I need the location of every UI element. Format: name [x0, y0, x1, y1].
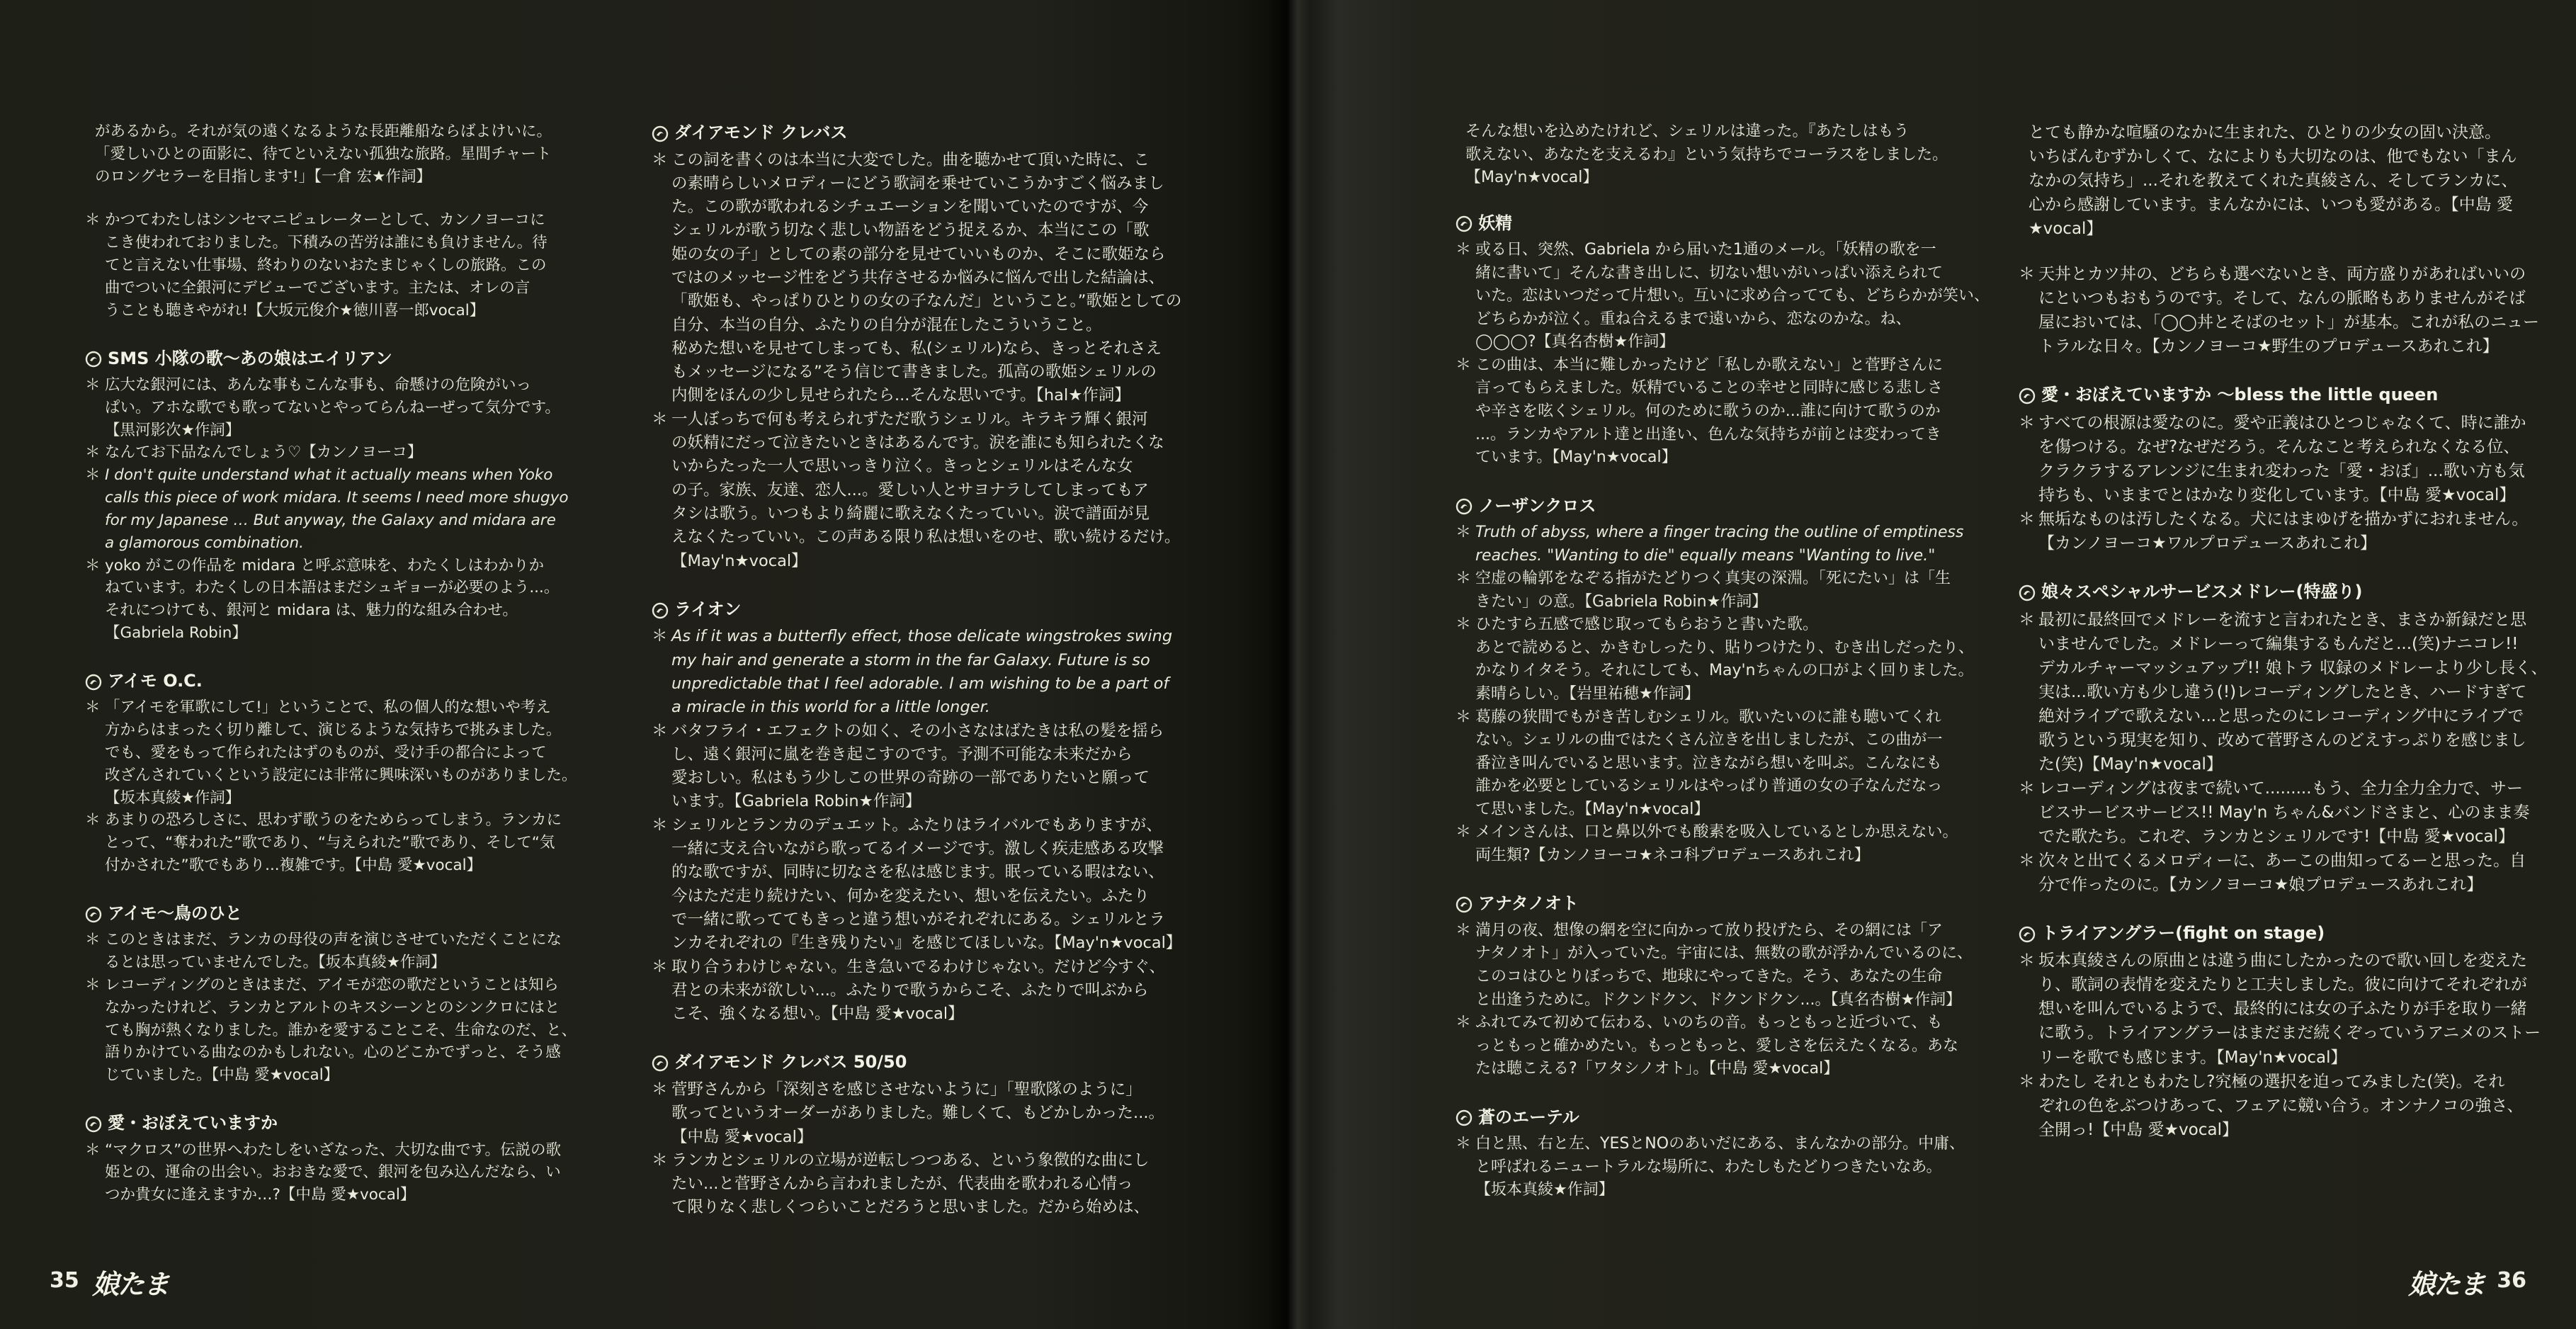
text-line: た(笑)【May'n★vocal】 — [2038, 754, 2223, 774]
text-line: 的な歌ですが、同時に切なさを私は感じます。眠っている暇はない、 — [671, 863, 1164, 882]
text-line: いからたった一人で思いっきり泣く。きっとシェリルはそんな女 — [671, 457, 1133, 476]
column-4 — [2019, 120, 2564, 1166]
text-line: きたい」の意。【Gabriela Robin★作詞】 — [1475, 592, 1768, 611]
comment-item — [652, 814, 1197, 956]
text-line: とても静かな喧騒のなかに生まれた、ひとりの少女の固い決意。 — [2029, 123, 2501, 142]
text-line: にといつもおもうのです。そして、なんの脈略もありませんがそば — [2038, 289, 2526, 308]
text-line: の子。家族、友達、恋人...。愛しい人とサヨナラしてしまってもア — [671, 480, 1149, 499]
song-title: ノーザンクロス — [1478, 495, 1596, 516]
text-line: ＊ かつてわたしはシンセマニピュレーターとして、カンノヨーコに — [105, 211, 545, 230]
song-title: 愛・おぼえていますか — [108, 1112, 278, 1133]
text-line: トラルな日々。【カンノヨーコ★野生のプロデュースあれこれ】 — [2038, 337, 2499, 356]
text-line: と出逢うために。ドクンドクン、ドクンドクン...。【真名杏樹★作詞】 — [1475, 990, 1962, 1009]
song-title: アナタノオト — [1478, 893, 1579, 914]
text-line: に歌う。トライアングラーはまだまだ続くぞっていうアニメのストー — [2038, 1024, 2541, 1043]
comment-item — [2019, 507, 2564, 555]
text-line: 語りかけている曲なのかもしれない。心のどこかでずっと、そう感 — [105, 1044, 561, 1062]
text-line: て思いました。【May'n★vocal】 — [1475, 800, 1710, 818]
text-line: ＊ この曲は、本当に難しかったけど「私しか歌えない」と菅野さんに — [1475, 356, 1944, 374]
text-line: ＊ 「アイモを軍歌にして!」ということで、私の個人的な想いや考え — [105, 699, 551, 717]
text-line: 歌うという現実を知り、改めて菅野さんのどえすっぷりを感じまし — [2038, 730, 2526, 750]
text-line: 緒に書いて」そんな書き出しに、切ない想いがいっぱい添えられて — [1475, 264, 1944, 282]
text-line: 姫の女の子」としての素の部分を見せていいものか、そこに歌姫なら — [671, 244, 1166, 264]
text-line: つか貴女に逢えますか…?【中島 愛★vocal】 — [105, 1186, 416, 1204]
song-title: 愛・おぼえていますか 〜bless the little queen — [2041, 385, 2439, 405]
song-section — [85, 901, 630, 1087]
text-line: 【坂本真綾★作詞】 — [105, 788, 241, 807]
song-heading — [1456, 1105, 2001, 1131]
text-line: たい...と菅野さんから言われましたが、代表曲を歌われる心情っ — [671, 1175, 1133, 1194]
text-line: ナタノオト」が入っていた。宇宙には、無数の歌が浮かんでいるのに、 — [1475, 944, 1973, 963]
text-line: り、歌詞の表情を変えたりと工夫しました。彼に向けてそれぞれが — [2038, 975, 2527, 995]
text-line: ぱい。アホな歌でも歌ってないとやってらんねーぜって気分です。 — [105, 398, 560, 417]
text-line: 【May'n★vocal】 — [671, 551, 807, 570]
text-line: ...。ランカやアルト達と出逢い、色んな気持ちが前とは変わってき — [1475, 425, 1941, 443]
text-line: ない。シェリルの曲ではたくさん泣きを出しましたが、この曲が一 — [1475, 731, 1943, 750]
text-line: 内側をほんの少し見せられたら...そんな思いです。【hal★作詞】 — [671, 386, 1130, 405]
text-line: の素晴らしいメロディーにどう歌詞を乗せていこうかすごく悩みまし — [671, 174, 1164, 193]
text-line: いちばんむずかしくて、なによりも大切なのは、他でもない「まん — [2029, 147, 2517, 166]
text-line: 番泣き叫んでいると思います。泣きながら想いを叫ぶ。こんなにも — [1475, 754, 1942, 772]
text-line: 両生類?【カンノヨーコ★ネコ科プロデュースあれこれ】 — [1475, 846, 1870, 864]
comment-item — [652, 408, 1197, 573]
text-line: クラクラするアレンジに生まれ変わった「愛・おぼ」...歌い方も気 — [2038, 461, 2525, 480]
column-1 — [85, 120, 630, 1231]
text-line: デカルチャーマッシュアップ!! 娘トラ 収録のメドレーより少し長く、 — [2038, 658, 2548, 677]
text-line: a miracle in this world for a little longer. — [671, 698, 990, 717]
swirl-bullet-icon — [1456, 1109, 1473, 1126]
swirl-bullet-icon — [85, 350, 102, 367]
text-line: いませんでした。メドレーって編集するもんだと...(笑)ナニコレ!! — [2038, 634, 2519, 653]
text-line: my hair and generate a storm in the far Galaxy. Future is so — [671, 650, 1150, 669]
text-line: こき使われておりました。下積みの苦労は誰にも負けません。待 — [105, 234, 547, 252]
swirl-bullet-icon — [85, 905, 102, 922]
text-line: っともっと確かめたい。もっともっと、愛しさを伝えたくなる。あな — [1475, 1036, 1959, 1055]
song-heading — [85, 346, 630, 372]
comment-item — [1456, 706, 2001, 822]
text-line: 全開っ!【中島 愛★vocal】 — [2038, 1120, 2238, 1139]
text-line: ＊ 空虚の輪郭をなぞる指がたどりつく真実の深淵。「死にたい」は「生 — [1475, 570, 1951, 588]
text-line: ＊ なんてお下品なんでしょう♡【カンノヨーコ】 — [105, 443, 423, 462]
song-section — [1456, 1105, 2001, 1202]
comment-item — [652, 1149, 1197, 1220]
song-heading — [2019, 383, 2564, 408]
text-line: calls this piece of work midara. It seems I need more shugyo — [105, 489, 569, 507]
text-line: ＊ 取り合うわけじゃない。生き急いでるわけじゃない。だけど今すぐ、 — [671, 957, 1166, 976]
continued-paragraph — [85, 120, 630, 188]
swirl-bullet-icon — [2019, 584, 2036, 601]
text-line: reaches. "Wanting to die" equally means "Wanting to live." — [1475, 546, 1936, 565]
swirl-bullet-icon — [1456, 895, 1473, 912]
text-line: ◯◯◯?【真名杏樹★作詞】 — [1475, 333, 1675, 351]
song-title: 妖精 — [1478, 213, 1512, 233]
text-line: もメッセージになる”そう信じて書きました。孤高の歌姫シェリルの — [671, 363, 1157, 382]
text-line: ンカそれぞれの『生き残りたい』を感じてほしいな。【May'n★vocal】 — [671, 934, 1182, 953]
text-line: ＊ 天丼とカツ丼の、どちらも選べないとき、両方盛りがあればいいの — [2038, 265, 2526, 284]
text-line: 愛おしい。私はもう少しこの世界の奇跡の一部でありたいと願って — [671, 769, 1150, 788]
text-line: for my Japanese … But anyway, the Galaxy and midara are — [105, 511, 556, 529]
text-line: 歌ってというオーダーがありました。難しくて、もどかしかった...。 — [671, 1104, 1165, 1123]
text-line: ぞれの色をぶつけあって、フェアに競い合う。オンナノコの強さ、 — [2038, 1096, 2524, 1115]
text-line: それにつけても、銀河と midara は、魅力的な組み合わせ。 — [105, 601, 518, 620]
text-line: かなりイタそう。それにしても、May'nちゃんの口がよく回りました。 — [1475, 662, 1974, 680]
song-title: SMS 小隊の歌〜あの娘はエイリアン — [108, 348, 392, 368]
continued-items — [2019, 262, 2564, 358]
song-heading — [1456, 494, 2001, 519]
text-line: ＊ ランカとシェリルの立場が逆転しつつある、という象徴的な曲にし — [671, 1150, 1150, 1170]
text-line: 一緒に支え合いながら歌ってるイメージです。激しく疾走感ある攻撃 — [671, 839, 1164, 859]
text-line: ＊ “マクロス”の世界へわたしをいざなった、大切な曲です。伝説の歌 — [105, 1141, 562, 1159]
text-line: なかったけれど、ランカとアルトのキスシーンとのシンクロにはと — [105, 998, 560, 1017]
swirl-bullet-icon — [2019, 387, 2036, 404]
text-line: ビスサービスサービス!! May'n ちゃん&バンドさまと、心のまま奏 — [2038, 803, 2530, 822]
song-section — [85, 1111, 630, 1206]
comment-item — [85, 464, 630, 554]
text-line: ＊ バタフライ・エフェクトの如く、その小さなはばたきは私の髪を揺ら — [671, 721, 1164, 740]
comment-item — [1456, 567, 2001, 613]
comment-item — [1456, 920, 2001, 1012]
text-line: のロングセラーを目指します!」【一倉 宏★作詞】 — [95, 167, 432, 186]
comment-item — [1456, 1012, 2001, 1081]
column-3 — [1456, 120, 2001, 1226]
comment-item — [85, 809, 630, 876]
text-line: ＊ 一人ぼっちで何も考えられずただ歌うシェリル。キラキラ輝く銀河 — [671, 409, 1148, 429]
song-heading — [2019, 921, 2564, 946]
comment-item — [652, 625, 1197, 719]
swirl-bullet-icon — [652, 125, 669, 142]
text-line: このコはひとりぼっちで、地球にやってきた。そう、あなたの生命 — [1475, 967, 1943, 985]
text-line: 【カンノヨーコ★ワルプロデュースあれこれ】 — [2038, 533, 2377, 553]
comment-item — [85, 209, 630, 322]
comment-item — [2019, 411, 2564, 507]
song-heading — [1456, 211, 2001, 237]
magazine-logo-left: 娘たま — [92, 1269, 169, 1300]
text-line: ＊ As if it was a butterfly effect, those delicate wingstrokes swing — [671, 627, 1173, 646]
text-line: a glamorous combination. — [105, 533, 304, 552]
song-section — [1456, 211, 2001, 470]
text-line: ＊ 無垢なものは汚したくなる。犬にはまゆげを描かずにおれません。 — [2038, 509, 2529, 528]
book-gutter — [1268, 0, 1310, 1329]
page-number-left: 35 — [50, 1268, 79, 1293]
comment-item — [652, 149, 1197, 408]
text-line: 実は...歌い方も少し違う(!)レコーディングしたとき、ハードすぎて — [2038, 682, 2527, 701]
text-line: た。この歌が歌われるシチュエーションを聞いていたのですが、今 — [671, 198, 1149, 217]
song-title: 蒼のエーテル — [1478, 1107, 1579, 1127]
text-line: でた歌たち。これぞ、ランカとシェリルです!【中島 愛★vocal】 — [2038, 827, 2515, 846]
text-line: ＊ あまりの恐ろしさに、思わず歌うのをためらってしまう。ランカに — [105, 811, 562, 830]
comment-item — [85, 1139, 630, 1206]
text-line: そんな想いを込めたけれど、シェリルは違った。『あたしはもう — [1465, 123, 1910, 140]
song-section — [85, 346, 630, 645]
text-line: 屋においては、「◯◯丼とそばのセット」が基本。これが私のニュー — [2038, 313, 2539, 332]
text-line: てと言えない仕事場、終わりのないおたまじゃくしの旅路。この — [105, 256, 547, 275]
song-heading — [652, 597, 1197, 623]
text-line: 言ってもらえました。妖精でいることの幸せと同時に感じる悲しさ — [1475, 379, 1944, 397]
song-section — [85, 669, 630, 877]
text-line: でも、愛をもって作られたはずのものが、受け手の都合によって — [105, 743, 547, 762]
comment-item — [1456, 239, 2001, 354]
comment-item — [85, 441, 630, 464]
song-section — [652, 1050, 1197, 1219]
song-title: アイモ O.C. — [108, 670, 203, 691]
text-line: 心から感謝しています。まんなかには、いつも愛がある。【中島 愛 — [2029, 196, 2513, 215]
comment-item — [2019, 262, 2564, 358]
text-line: 秘めた想いを見せてしまっても、私(シェリル)なら、きっとそれさえ — [671, 339, 1162, 358]
text-line: 歌えない、あなたを支えるわ』という気持ちでコーラスをしました。 — [1465, 145, 1948, 164]
song-section — [1456, 891, 2001, 1080]
comment-item — [85, 696, 630, 809]
comment-item — [2019, 1070, 2564, 1142]
text-line: と呼ばれるニュートラルな場所に、わたしもたどりつきたいなあ。 — [1475, 1158, 1942, 1176]
song-section — [652, 597, 1197, 1027]
song-title: ダイアモンド クレバス — [674, 123, 848, 142]
text-line: や辛さを呟くシェリル。何のために歌うのか...誰に向けて歌うのか — [1475, 402, 1941, 420]
text-line: ＊ Truth of abyss, where a finger tracing the outline of emptiness — [1475, 524, 1964, 542]
comment-item — [1456, 354, 2001, 470]
text-line: じていました。【中島 愛★vocal】 — [105, 1066, 339, 1085]
page-number-right: 36 — [2497, 1268, 2526, 1293]
continued-paragraph — [1456, 120, 2001, 190]
text-line: るとは思っていませんでした。【坂本真綾★作詞】 — [105, 954, 446, 972]
text-line: ＊ すべての根源は愛なのに。愛や正義はひとつじゃなくて、時に誰か — [2038, 413, 2526, 432]
text-line: ＊ レコーディングは夜まで続いて.........もう、全力全力全力で、サー — [2038, 779, 2524, 798]
text-line: ＊ 菅野さんから「深刻さを感じさせないように」「聖歌隊のように」 — [671, 1080, 1142, 1099]
text-line: なかの気持ち」...それを教えてくれた真綾さん、そしてランカに、 — [2029, 171, 2518, 191]
text-line: 自分、本当の自分、ふたりの自分が混在したこういうこと。 — [671, 315, 1102, 334]
text-line: 今はただ走り続けたい、何かを変えたい、想いを伝えたい。ふたり — [671, 886, 1150, 905]
text-line: 絶対ライブで歌えない...と思ったのにレコーディング中にライブで — [2038, 706, 2524, 725]
comment-item — [2019, 776, 2564, 849]
swirl-bullet-icon — [1456, 215, 1473, 232]
comment-item — [85, 374, 630, 441]
text-line: 【黒河影次★作詞】 — [105, 421, 241, 439]
text-line: あとで読めると、かきむしったり、貼りつけたり、むき出しだったり、 — [1475, 638, 1975, 657]
text-line: ＊ 広大な銀河には、あんな事もこんな事も、命懸けの危険がいっ — [105, 376, 532, 395]
text-line: ＊ 或る日、突然、Gabriela から届いた1通のメール。「妖精の歌を一 — [1475, 241, 1936, 259]
song-heading — [85, 901, 630, 927]
swirl-bullet-icon — [2019, 925, 2036, 942]
song-heading — [1456, 891, 2001, 917]
text-line: ＊ 最初に最終回でメドレーを流すと言われたとき、まさか新録だと思 — [2038, 610, 2527, 629]
text-line: し、遠く銀河に嵐を巻き起こすのです。予測不可能な未来だから — [671, 745, 1133, 764]
text-line: います。【Gabriela Robin★作詞】 — [671, 792, 921, 811]
song-heading — [652, 120, 1197, 146]
text-line: いた。恋はいつだって片想い。互いに求め合ってても、どちらかが笑い、 — [1475, 287, 1990, 305]
text-line: 【May'n★vocal】 — [1465, 169, 1599, 187]
text-line: ではのメッセージ性をどう共存させるか悩みに悩んで出した結論は、 — [671, 268, 1165, 287]
swirl-bullet-icon — [1456, 497, 1473, 514]
text-line: 誰かを必要としているシェリルはやっぱり普通の女の子なんだなっ — [1475, 777, 1943, 796]
text-line: ねています。わたくしの日本語はまだシュギョーが必要のよう...。 — [105, 579, 560, 597]
song-section — [2019, 921, 2564, 1142]
song-title: ライオン — [674, 599, 742, 619]
text-line: の妖精にだって泣きたいときはあるんです。涙を誰にも知られたくな — [671, 434, 1164, 453]
comment-item — [1456, 613, 2001, 706]
text-line: ＊ 坂本真綾さんの原曲とは違う曲にしたかったので歌い回しを変えた — [2038, 951, 2527, 971]
comment-item — [2019, 608, 2564, 776]
swirl-bullet-icon — [652, 1054, 669, 1071]
text-line: ても胸が熱くなりました。誰かを愛することこそ、生命なのだ、と、 — [105, 1021, 577, 1039]
text-line: ＊ 満月の夜、想像の網を空に向かって放り投げたら、その網には「ア — [1475, 921, 1944, 939]
text-line: 付かされた”歌でもあり...複雑です。【中島 愛★vocal】 — [105, 856, 482, 874]
swirl-bullet-icon — [652, 601, 669, 618]
song-title: ダイアモンド クレバス 50/50 — [674, 1052, 907, 1073]
continued-items — [85, 209, 630, 322]
text-line: ＊ I don't quite understand what it actually means when Yoko — [105, 466, 553, 485]
comment-item — [652, 1078, 1197, 1149]
text-line: とって、“奪われた”歌であり、“与えられた”歌であり、そして“気 — [105, 834, 555, 852]
text-line: を傷つける。なぜ?なぜだろう。そんなこと考えられなくなる位、 — [2038, 437, 2520, 456]
song-section — [1456, 494, 2001, 868]
swirl-bullet-icon — [85, 673, 102, 690]
text-line: タシは歌う。いつもより綺麗に歌えなくたっていい。涙で譜面が見 — [671, 504, 1150, 523]
text-line: ＊ シェリルとランカのデュエット。ふたりはライバルでもありますが、 — [671, 815, 1162, 835]
text-line: ＊ 葛藤の狭間でもがき苦しむシェリル。歌いたいのに誰も聴いてくれ — [1475, 708, 1941, 726]
comment-item — [85, 974, 630, 1087]
text-line: ＊ yoko がこの作品を midara と呼ぶ意味を、わたくしはわかりか — [105, 556, 544, 575]
text-line: どちらかが泣く。重ね合えるまで遠いから、恋なのかな。ね、 — [1475, 310, 1912, 328]
text-line: ＊ このときはまだ、ランカの母役の声を演じさせていただくことにな — [105, 931, 562, 949]
comment-item — [1456, 821, 2001, 867]
comment-item — [652, 956, 1197, 1027]
text-line: ＊ ふれてみて初めて伝わる、いのちの音。もっともっと近づいて、も — [1475, 1014, 1943, 1032]
text-line: で一緒に歌っててもきっと違う想いがそれぞれにある。シェリルとラ — [671, 910, 1166, 929]
text-line: たは聴こえる?「ワタシノオト」。【中島 愛★vocal】 — [1475, 1060, 1839, 1078]
song-title: 娘々スペシャルサービスメドレー(特盛り) — [2041, 581, 2363, 601]
comment-item — [1456, 1133, 2001, 1202]
text-line: ＊ 次々と出てくるメロディーに、あーこの曲知ってるーと思った。自 — [2038, 851, 2526, 870]
comment-item — [85, 555, 630, 645]
song-section — [652, 120, 1197, 573]
comment-item — [1456, 521, 2001, 567]
text-line: ＊ この詞を書くのは本当に大変でした。曲を聴かせて頂いた時に、こ — [671, 150, 1150, 169]
text-line: 「歌姫も、やっぱりひとりの女の子なんだ」ということ。”歌姫としての — [671, 292, 1182, 311]
song-heading — [85, 1111, 630, 1136]
text-line: unpredictable that I feel adorable. I am wishing to be a part of — [671, 674, 1169, 693]
song-heading — [2019, 579, 2564, 605]
text-line: うことも聴きやがれ!【大坂元俊介★徳川喜一郎vocal】 — [105, 301, 485, 319]
text-line: ★vocal】 — [2029, 220, 2103, 239]
text-line: ています。【May'n★vocal】 — [1475, 448, 1677, 467]
text-line: 【Gabriela Robin】 — [105, 623, 247, 642]
text-line: 【坂本真綾★作詞】 — [1475, 1181, 1614, 1199]
comment-item — [652, 720, 1197, 814]
text-line: ＊ 白と黒、右と左、YESとNOのあいだにある、まんなかの部分。中庸、 — [1475, 1135, 1965, 1153]
text-line: ＊ レコーディングのときはまだ、アイモが恋の歌だということは知ら — [105, 975, 559, 994]
comment-item — [2019, 849, 2564, 897]
continued-paragraph — [2019, 120, 2564, 241]
song-heading — [85, 669, 630, 694]
song-section — [2019, 579, 2564, 897]
swirl-bullet-icon — [85, 1115, 102, 1132]
column-2 — [652, 120, 1197, 1244]
text-line: 【中島 愛★vocal】 — [671, 1127, 813, 1146]
text-line: があるから。それが気の遠くなるような長距離船ならばよけいに。 — [95, 123, 552, 140]
text-line: えなくたっていい。この声ある限り私は想いをのせ、歌い続けるだけ。 — [671, 528, 1181, 547]
text-line: 持ちも、いままでとはかなり変化しています。【中島 愛★vocal】 — [2038, 485, 2516, 504]
comment-item — [85, 929, 630, 974]
text-line: シェリルが歌う切なく悲しい物語をどう捉えるか、本当にこの「歌 — [671, 221, 1150, 240]
text-line: こそ、強くなる想い。【中島 愛★vocal】 — [671, 1005, 964, 1024]
text-line: 分で作ったのに。【カンノヨーコ★娘プロデュースあれこれ】 — [2038, 875, 2483, 894]
text-line: 曲でついに全銀河にデビューでございます。主たは、オレの言 — [105, 278, 530, 297]
comment-item — [2019, 949, 2564, 1069]
song-title: トライアングラー(fight on stage) — [2041, 922, 2325, 943]
song-title: アイモ〜鳥のひと — [108, 903, 242, 923]
text-line: ＊ メインさんは、口と鼻以外でも酸素を吸入しているとしか思えない。 — [1475, 823, 1958, 842]
text-line: 素晴らしい。【岩里祐穂★作詞】 — [1475, 684, 1700, 703]
text-line: リーを歌でも感じます。【May'n★vocal】 — [2038, 1048, 2347, 1067]
song-section — [2019, 383, 2564, 555]
song-heading — [652, 1050, 1197, 1075]
text-line: ＊ わたし それともわたし?究極の選択を迫ってみました(笑)。それ — [2038, 1072, 2505, 1091]
magazine-logo-right: 娘たま — [2408, 1269, 2485, 1300]
text-line: 改ざんされていくという設定には非常に興味深いものがありました。 — [105, 766, 577, 784]
text-line: 「愛しいひとの面影に、待てといえない孤独な旅路。星間チャート — [95, 145, 552, 163]
text-line: 君との未来が欲しい...。ふたりで歌うからこそ、ふたりで叫ぶから — [671, 980, 1149, 1000]
text-line: 方からはまったく切り離して、演じるような気持ちで挑みました。 — [105, 721, 562, 740]
text-line: 姫との、運命の出会い。おおきな愛で、銀河を包み込んだなら、い — [105, 1163, 561, 1182]
text-line: ＊ ひたすら五感で感じ取ってもらおうと書いた歌。 — [1475, 616, 1819, 634]
text-line: 想いを叫んでいるようで、最終的には女の子ふたりが手を取り一緒 — [2038, 1000, 2527, 1019]
text-line: て限りなく悲しくつらいことだろうと思いました。だから始めは、 — [671, 1198, 1150, 1217]
